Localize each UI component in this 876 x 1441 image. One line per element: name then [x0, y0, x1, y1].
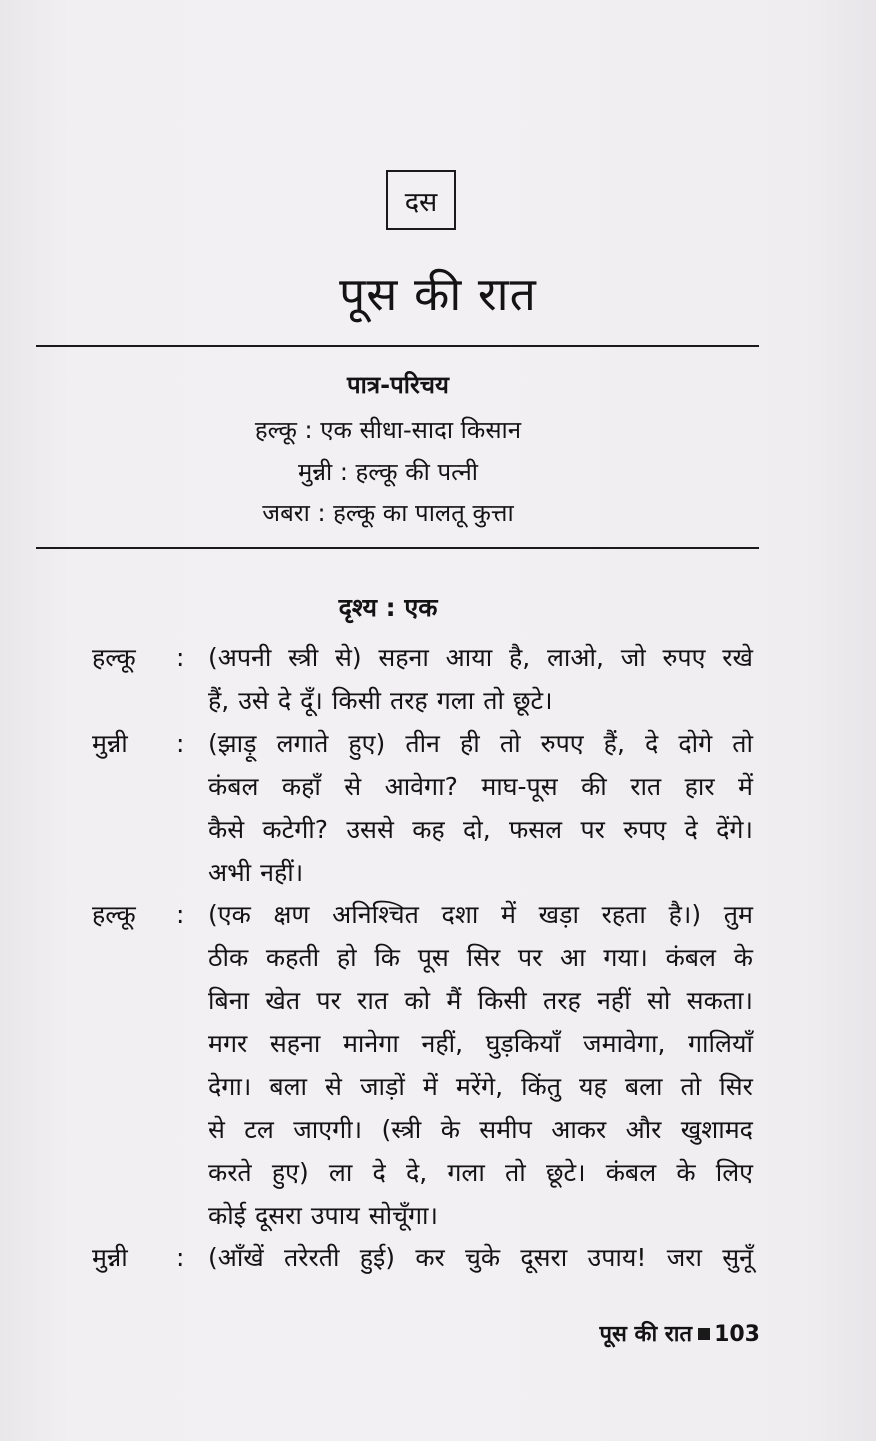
- speech-word: ठीक: [208, 943, 249, 972]
- speech-word: समीप: [479, 1115, 532, 1144]
- speech-word: तो: [680, 1072, 702, 1101]
- speech-word: खुशामद: [680, 1115, 753, 1144]
- speech-word: को: [404, 986, 431, 1015]
- speech-word: मैं: [446, 986, 462, 1015]
- speech-word: तो: [483, 686, 504, 715]
- speech-word: है।): [668, 900, 702, 929]
- speech-word: रुपए: [623, 815, 667, 844]
- speech-word: उसे: [238, 686, 269, 715]
- chapter-title: पूस की रात: [339, 267, 537, 321]
- speech-word: के: [733, 943, 753, 972]
- scene-heading: दृश्य : एक: [338, 593, 438, 622]
- speech-word: पूस: [417, 943, 449, 972]
- speech-word: देगा।: [208, 1072, 252, 1101]
- speech-line: [208, 936, 753, 979]
- speech-word: गला: [447, 1158, 485, 1187]
- chapter-number: दस: [404, 186, 438, 218]
- speech-line: [208, 979, 753, 1022]
- speaker-colon: :: [176, 643, 185, 672]
- speech-word: आवेगा?: [384, 772, 458, 801]
- speech-word: रात: [357, 986, 389, 1015]
- speech-word: तो: [732, 729, 753, 758]
- bottom-divider: [36, 547, 759, 549]
- speech-word: किंतु: [521, 1072, 561, 1101]
- speech-word: और: [625, 1115, 662, 1144]
- speech-word: दे: [372, 1158, 386, 1187]
- speech-word: सिर: [719, 1072, 753, 1101]
- speaker-name: मुन्नी: [92, 1243, 128, 1272]
- speech-word: सिर: [466, 943, 501, 972]
- speech-word: करते: [208, 1158, 252, 1187]
- speech-word: जाड़ों: [359, 1072, 405, 1101]
- speech-word: सहना: [378, 643, 429, 672]
- speech-word: बिना: [208, 986, 250, 1015]
- cast-line-halku: हल्कू : एक सीधा-सादा किसान: [254, 416, 522, 444]
- speech-word: से): [334, 643, 362, 672]
- speech-word: सुनूँ: [722, 1243, 753, 1272]
- page-footer: [540, 1318, 760, 1348]
- speech-word: रहता: [601, 900, 646, 929]
- speech-word: हैं,: [603, 729, 625, 758]
- speech-text: [208, 722, 753, 894]
- speech-word: से: [325, 1072, 342, 1101]
- speech-word: रुपए: [540, 729, 584, 758]
- speech-text: [208, 636, 753, 722]
- speech-word: कर: [415, 1243, 445, 1272]
- speech-word: उपाय!: [587, 1243, 647, 1272]
- speech-word: जरा: [666, 1243, 702, 1272]
- speech-word: गालियाँ: [687, 1029, 753, 1058]
- cast-line-jabra: जबरा : हल्कू का पालतू कुत्ता: [262, 499, 514, 527]
- speech-word: तीन: [405, 729, 440, 758]
- speech-word: मरेंगे,: [455, 1072, 504, 1101]
- speech-word: से: [208, 1115, 225, 1144]
- speech-word: दो,: [462, 815, 491, 844]
- speech-word: कैसे: [208, 815, 245, 844]
- speech-word: लाओ,: [546, 643, 604, 672]
- speech-word: में: [738, 772, 753, 801]
- speech-word: आया: [445, 643, 493, 672]
- speaker-name: हल्कू: [92, 900, 136, 929]
- speech-word: दोगे: [678, 729, 713, 758]
- speech-word: बला: [624, 1072, 663, 1101]
- page-number: 103: [714, 1322, 760, 1347]
- speech-word: दूसरा: [520, 1243, 568, 1272]
- speech-word: में: [501, 900, 516, 929]
- speech-word: दे: [644, 729, 659, 758]
- speech-word: कह: [412, 815, 445, 844]
- speech-word: (स्त्री: [381, 1115, 422, 1144]
- speech-word: मानेगा: [342, 1029, 399, 1058]
- speech-word: मगर: [208, 1029, 248, 1058]
- speech-line: [208, 1065, 753, 1108]
- speech-line: [208, 808, 753, 851]
- speech-word: सो: [646, 986, 671, 1015]
- speech-word: (झाड़ू: [208, 729, 257, 758]
- speech-word: रखे: [722, 643, 753, 672]
- speech-word: टल: [244, 1115, 274, 1144]
- speech-word: आ: [560, 943, 586, 972]
- speech-text: [208, 893, 753, 1237]
- speech-line: [208, 1108, 753, 1151]
- speech-word: अभी: [208, 858, 252, 887]
- speech-line: [208, 893, 753, 936]
- speech-word: फसल: [509, 815, 563, 844]
- speech-word: किसी: [331, 686, 381, 715]
- speech-word: कंबल: [605, 1158, 657, 1187]
- cast-heading: पात्र-परिचय: [347, 371, 449, 399]
- speech-line: [208, 1022, 753, 1065]
- speech-word: रुपए: [662, 643, 706, 672]
- speech-word: सहना: [269, 1029, 321, 1058]
- speaker-name: हल्कू: [92, 643, 136, 672]
- speech-word: लिए: [715, 1158, 753, 1187]
- speech-word: हो: [336, 943, 357, 972]
- speech-word: दे: [277, 686, 292, 715]
- speech-word: दूसरा: [254, 1201, 302, 1230]
- speech-word: के: [676, 1158, 696, 1187]
- chapter-number-box: [386, 170, 456, 230]
- speech-word: बला: [269, 1072, 308, 1101]
- speech-word: नहीं: [597, 986, 631, 1015]
- speaker-colon: :: [176, 729, 185, 758]
- speech-word: रात: [630, 772, 662, 801]
- speech-word: हैं,: [208, 686, 230, 715]
- speech-word: आकर: [551, 1115, 607, 1144]
- speech-word: (आँखें: [208, 1243, 264, 1272]
- speech-word: कोई: [208, 1201, 246, 1230]
- speech-word: कंबल: [665, 943, 717, 972]
- speech-word: किसी: [477, 986, 527, 1015]
- speech-word: तो: [499, 729, 521, 758]
- speech-word: छूटे।: [512, 686, 553, 715]
- speech-word: हुए): [271, 1158, 309, 1187]
- speech-word: सोचूँगा।: [368, 1201, 439, 1230]
- speech-word: तरह: [542, 986, 581, 1015]
- speech-word: दशा: [441, 900, 479, 929]
- speech-word: पर: [580, 815, 605, 844]
- speech-word: नहीं।: [260, 858, 304, 887]
- speech-word: लगाते: [276, 729, 329, 758]
- speech-word: पर: [517, 943, 543, 972]
- speech-word: तो: [505, 1158, 526, 1187]
- speech-word: चुके: [465, 1243, 501, 1272]
- speech-word: खेत: [265, 986, 301, 1015]
- speech-word: तरेरती: [284, 1243, 340, 1272]
- speech-word: उपाय: [310, 1201, 360, 1230]
- speech-word: दूँ।: [300, 686, 323, 715]
- speech-word: हुए): [348, 729, 386, 758]
- speech-word: से: [344, 772, 362, 801]
- speech-word: (अपनी: [208, 643, 272, 672]
- speaker-colon: :: [176, 1243, 185, 1272]
- speech-word: कहाँ: [281, 772, 321, 801]
- speaker-colon: :: [176, 900, 185, 929]
- speech-word: जाएगी।: [293, 1115, 363, 1144]
- speech-word: दे,: [405, 1158, 428, 1187]
- speech-word: जो: [620, 643, 646, 672]
- speech-word: छूटे।: [545, 1158, 586, 1187]
- speech-word: हार: [684, 772, 715, 801]
- speech-word: गला: [436, 686, 475, 715]
- speech-word: नहीं,: [421, 1029, 464, 1058]
- speech-word: (एक: [208, 900, 251, 929]
- speech-line: [208, 636, 753, 679]
- speech-word: कंबल: [208, 772, 259, 801]
- speech-word: तुम: [723, 900, 753, 929]
- speech-word: यह: [579, 1072, 607, 1101]
- top-divider: [36, 345, 759, 347]
- speech-word: के: [440, 1115, 460, 1144]
- speech-word: घुड़कियाँ: [485, 1029, 561, 1058]
- speech-line: [208, 1236, 753, 1279]
- speech-word: है,: [508, 643, 531, 672]
- speech-word: स्त्री: [288, 643, 319, 672]
- speech-word: ही: [460, 729, 480, 758]
- speech-word: खड़ा: [538, 900, 579, 929]
- speech-word: हुई): [359, 1243, 396, 1272]
- speech-line: [208, 679, 753, 722]
- speech-word: माघ-पूस: [481, 772, 558, 801]
- speech-line: [208, 1194, 753, 1237]
- speech-word: सकता।: [686, 986, 753, 1015]
- speech-word: तरह: [389, 686, 428, 715]
- speech-word: में: [422, 1072, 438, 1101]
- speech-line: [208, 1151, 753, 1194]
- speech-word: देंगे।: [716, 815, 753, 844]
- speech-word: कहती: [265, 943, 320, 972]
- speech-word: क्षण: [273, 900, 310, 929]
- speech-word: पर: [316, 986, 341, 1015]
- speech-word: की: [581, 772, 607, 801]
- speech-word: दे: [684, 815, 698, 844]
- speech-line: [208, 722, 753, 765]
- running-title: पूस की रात: [599, 1322, 693, 1347]
- speech-word: गया।: [603, 943, 648, 972]
- square-bullet-icon: [698, 1328, 710, 1340]
- speech-text: [208, 1236, 753, 1279]
- speech-word: अनिश्चित: [332, 900, 419, 929]
- speech-word: जमावेगा,: [583, 1029, 666, 1058]
- speech-word: उससे: [346, 815, 394, 844]
- speaker-name: मुन्नी: [92, 729, 128, 758]
- speech-word: कटेगी?: [262, 815, 329, 844]
- speech-word: ला: [328, 1158, 353, 1187]
- speech-line: [208, 851, 753, 894]
- speech-line: [208, 765, 753, 808]
- cast-line-munni: मुन्नी : हल्कू की पत्नी: [297, 458, 479, 486]
- speech-word: कि: [374, 943, 401, 972]
